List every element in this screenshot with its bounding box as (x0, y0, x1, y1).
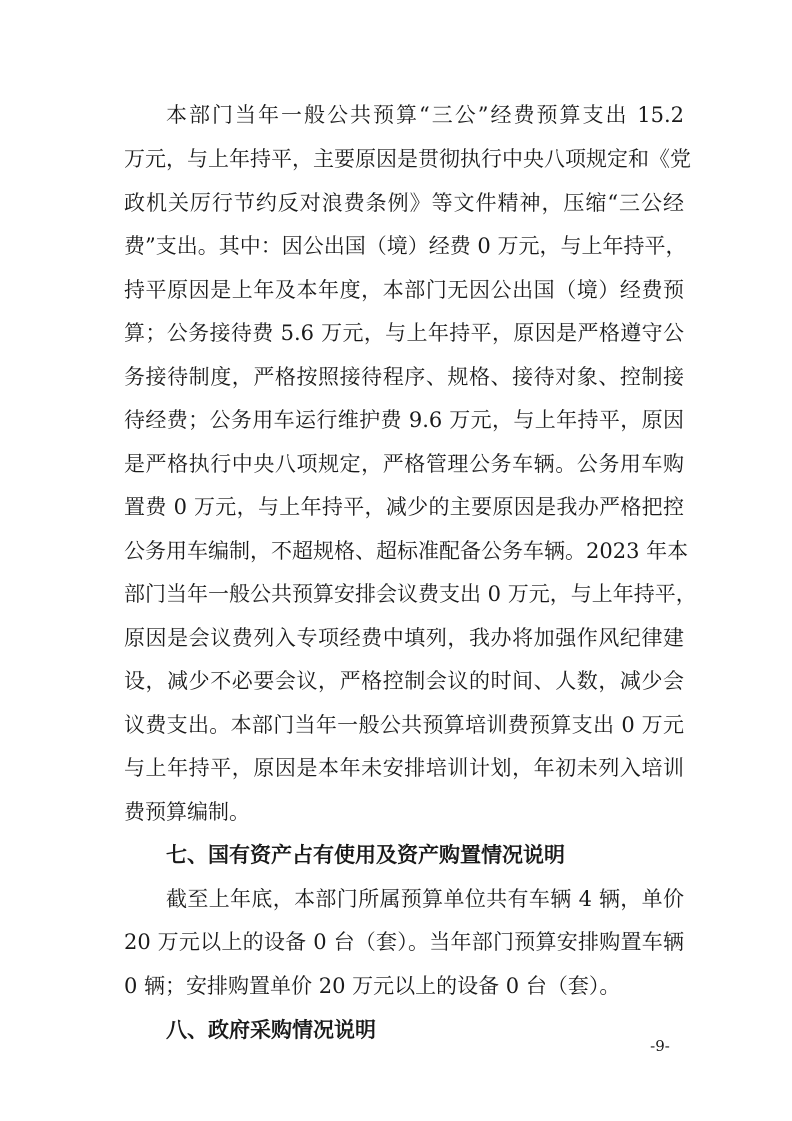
paragraph-line: 置费 0 万元，与上年持平，减少的主要原因是我办严格把控 (124, 495, 684, 519)
page-number: -9- (650, 1037, 670, 1055)
paragraph-line: 待经费；公务用车运行维护费 9.6 万元，与上年持平，原因 (124, 408, 684, 432)
section-heading-government-procurement: 八、政府采购情况说明 (166, 1018, 376, 1042)
paragraph-line: 政机关厉行节约反对浪费条例》等文件精神，压缩“三公经 (124, 191, 684, 215)
paragraph-line: 与上年持平，原因是本年未安排培训计划，年初未列入培训 (124, 756, 684, 780)
paragraph-line: 万元，与上年持平，主要原因是贯彻执行中央八项规定和《党 (124, 147, 691, 171)
paragraph-line: 务接待制度，严格按照接待程序、规格、接待对象、控制接 (124, 365, 684, 389)
paragraph-line: 本部门当年一般公共预算“三公”经费预算支出 15.2 (166, 103, 684, 127)
paragraph-line: 是严格执行中央八项规定，严格管理公务车辆。公务用车购 (124, 452, 684, 476)
paragraph-line: 原因是会议费列入专项经费中填列，我办将加强作风纪律建 (124, 626, 684, 650)
paragraph-line: 部门当年一般公共预算安排会议费支出 0 万元，与上年持平， (124, 582, 697, 606)
paragraph-line: 算；公务接待费 5.6 万元，与上年持平，原因是严格遵守公 (124, 321, 684, 345)
paragraph-line: 截至上年底，本部门所属预算单位共有车辆 4 辆，单价 (166, 887, 684, 911)
paragraph-line: 费”支出。其中：因公出国（境）经费 0 万元，与上年持平， (124, 234, 687, 258)
section-heading-state-assets: 七、国有资产占有使用及资产购置情况说明 (166, 843, 565, 867)
paragraph-line: 议费支出。本部门当年一般公共预算培训费预算支出 0 万元 (124, 713, 684, 737)
paragraph-line: 20 万元以上的设备 0 台（套）。当年部门预算安排购置车辆 (124, 930, 684, 954)
paragraph-line: 费预算编制。 (124, 800, 250, 824)
paragraph-line: 持平原因是上年及本年度，本部门无因公出国（境）经费预 (124, 278, 684, 302)
paragraph-line: 0 辆；安排购置单价 20 万元以上的设备 0 台（套）。 (124, 974, 621, 998)
paragraph-line: 公务用车编制，不超规格、超标准配备公务车辆。2023 年本 (124, 539, 689, 563)
paragraph-line: 设，减少不必要会议，严格控制会议的时间、人数，减少会 (124, 669, 684, 693)
